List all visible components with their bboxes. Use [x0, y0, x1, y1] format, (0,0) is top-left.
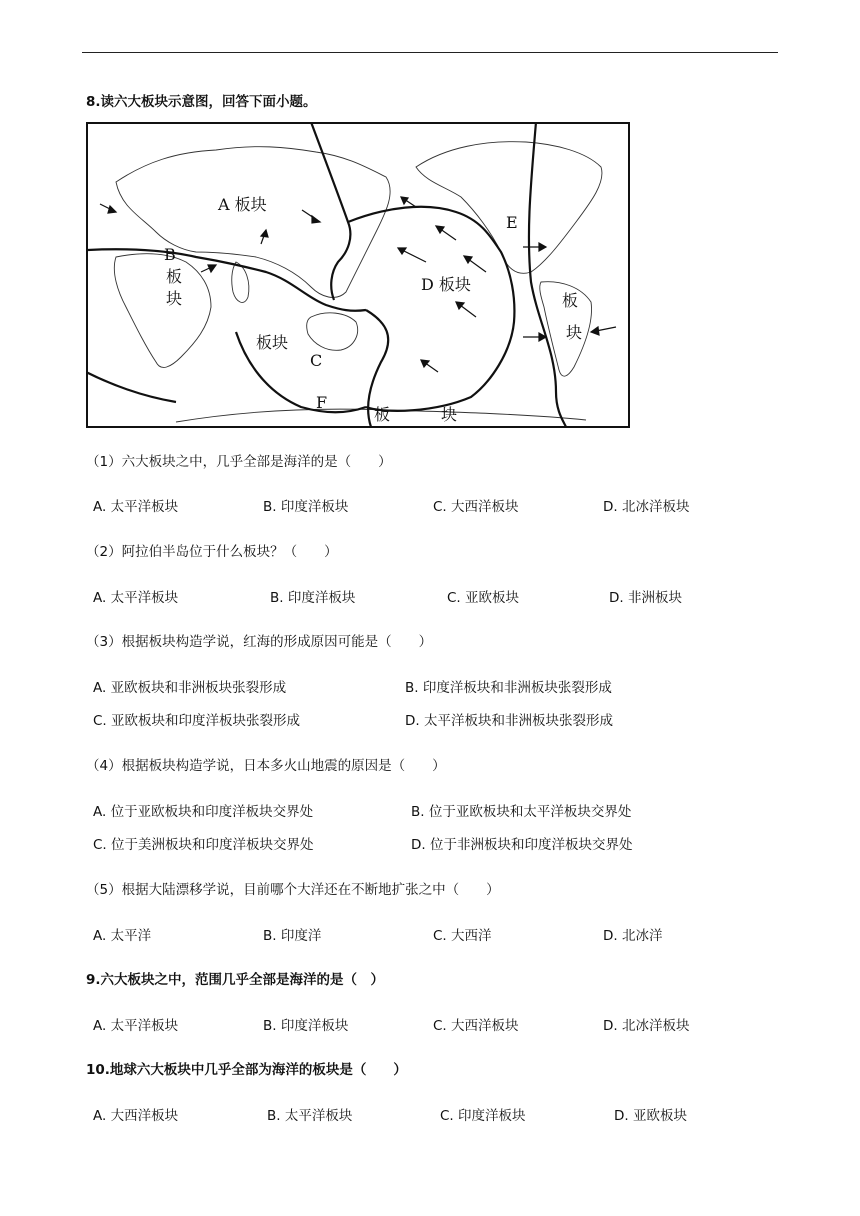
sub-question-5: （5）根据大陆漂移学说，目前哪个大洋还在不断地扩张之中（ ）	[86, 882, 500, 898]
question-10: 10.地球六大板块中几乎全部为海洋的板块是（ ）	[86, 1062, 407, 1078]
plate-map	[86, 122, 630, 428]
sq3-option-c[interactable]: C. 亚欧板块和印度洋板块张裂形成	[93, 713, 301, 729]
sub-question-3: （3）根据板块构造学说，红海的形成原因可能是（ ）	[86, 634, 433, 650]
sq2-option-d[interactable]: D. 非洲板块	[609, 590, 682, 606]
label-e-ban: 板	[562, 291, 579, 310]
q10-option-c[interactable]: C. 印度洋板块	[440, 1108, 526, 1124]
label-d-plate: D 板块	[421, 275, 471, 294]
label-c-ban: 板块	[256, 333, 289, 352]
label-f-ban: 板	[374, 405, 391, 424]
sq3-option-d[interactable]: D. 太平洋板块和非洲板块张裂形成	[405, 713, 613, 729]
sq5-option-c[interactable]: C. 大西洋	[433, 928, 492, 944]
q10-option-a[interactable]: A. 大西洋板块	[93, 1108, 179, 1124]
q10-option-d[interactable]: D. 亚欧板块	[614, 1108, 687, 1124]
sq2-option-b[interactable]: B. 印度洋板块	[270, 590, 356, 606]
q9-option-a[interactable]: A. 太平洋板块	[93, 1018, 179, 1034]
sq4-option-b[interactable]: B. 位于亚欧板块和太平洋板块交界处	[411, 804, 632, 820]
label-b-ban: 板	[166, 267, 183, 286]
sq5-option-d[interactable]: D. 北冰洋	[603, 928, 663, 944]
question-9: 9.六大板块之中，范围几乎全部是海洋的是（ ）	[86, 972, 385, 988]
label-f: F	[316, 393, 328, 412]
q9-option-d[interactable]: D. 北冰洋板块	[603, 1018, 690, 1034]
header-rule	[82, 52, 778, 53]
sub-question-4: （4）根据板块构造学说，日本多火山地震的原因是（ ）	[86, 758, 446, 774]
label-e-kuai: 块	[566, 323, 583, 342]
sq1-option-a[interactable]: A. 太平洋板块	[93, 499, 179, 515]
sq4-option-c[interactable]: C. 位于美洲板块和印度洋板块交界处	[93, 837, 314, 853]
label-f-kuai: 块	[441, 405, 458, 424]
sq1-option-b[interactable]: B. 印度洋板块	[263, 499, 349, 515]
question-8-title: 8.读六大板块示意图，回答下面小题。	[86, 94, 317, 110]
sq2-option-a[interactable]: A. 太平洋板块	[93, 590, 179, 606]
sq4-option-a[interactable]: A. 位于亚欧板块和印度洋板块交界处	[93, 804, 314, 820]
label-b-kuai: 块	[166, 289, 183, 308]
sub-question-2: （2）阿拉伯半岛位于什么板块？（ ）	[86, 544, 338, 560]
sq5-option-a[interactable]: A. 太平洋	[93, 928, 152, 944]
sq4-option-d[interactable]: D. 位于非洲板块和印度洋板块交界处	[411, 837, 633, 853]
sq3-option-b[interactable]: B. 印度洋板块和非洲板块张裂形成	[405, 680, 612, 696]
q9-option-c[interactable]: C. 大西洋板块	[433, 1018, 519, 1034]
sq5-option-b[interactable]: B. 印度洋	[263, 928, 322, 944]
label-c: C	[310, 351, 323, 370]
q10-option-b[interactable]: B. 太平洋板块	[267, 1108, 353, 1124]
sq2-option-c[interactable]: C. 亚欧板块	[447, 590, 520, 606]
label-b: B	[164, 245, 176, 264]
label-e: E	[506, 213, 518, 232]
sq1-option-d[interactable]: D. 北冰洋板块	[603, 499, 690, 515]
sq1-option-c[interactable]: C. 大西洋板块	[433, 499, 519, 515]
sq3-option-a[interactable]: A. 亚欧板块和非洲板块张裂形成	[93, 680, 287, 696]
sub-question-1: （1）六大板块之中，几乎全部是海洋的是（ ）	[86, 454, 392, 470]
label-a-plate: A 板块	[218, 195, 267, 214]
q9-option-b[interactable]: B. 印度洋板块	[263, 1018, 349, 1034]
